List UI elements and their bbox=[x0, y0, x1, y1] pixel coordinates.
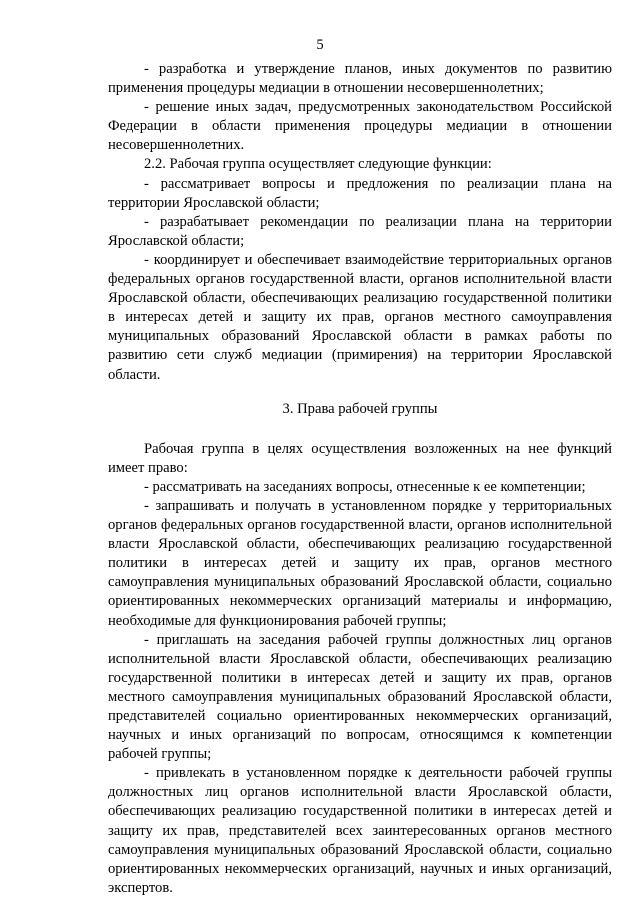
paragraph-invite-officials: - приглашать на заседания рабочей группы должностных лиц органов исполнительной власти Ярославской области, обеспечивающих реализацию государственной политики в интересах детей и защиту их прав, органов местного самоуправления муниципальных образований Ярославской области, представителей социально ориентированных некоммерческих организаций, научных и иных организаций по вопросам, относящимся к компетенции рабочей группы; bbox=[108, 631, 612, 763]
paragraph-involve-experts: - привлекать в установленном порядке к деятельности рабочей группы должностных лиц органов исполнительной власти Ярославской области, обеспечивающих реализацию государственной политики в интересах детей и защиту их прав, представителей всех заинтересованных органов местного самоуправления муниципальных образований Ярославской области, социально ориентированных некоммерческих организаций, научных и иных организаций, экспертов. bbox=[108, 765, 612, 896]
paragraph-develop-plans: - разработка и утверждение планов, иных документов по развитию применения процедуры медиации в отношении несовершеннолетних; bbox=[108, 61, 612, 97]
paragraph-consider-issues: - рассматривать на заседаниях вопросы, отнесенные к ее компетенции; bbox=[144, 478, 586, 495]
paragraph-other-tasks: - решение иных задач, предусмотренных законодательством Российской Федерации в области применения процедуры медиации в отношении несовершеннолетних. bbox=[108, 99, 612, 154]
paragraph-rights-intro: Рабочая группа в целях осуществления возложенных на нее функций имеет право: bbox=[108, 440, 612, 476]
paragraph-develops-recommendations: - разрабатывает рекомендации по реализации плана на территории Ярославской области; bbox=[108, 213, 612, 249]
paragraph-considers-proposals: - рассматривает вопросы и предложения по реализации плана на территории Ярославской области; bbox=[108, 175, 612, 211]
paragraph-coordinates-interaction: - координирует и обеспечивает взаимодействие территориальных органов федеральных органов государственной власти, органов исполнительной власти Ярославской области, обеспечивающих реализацию государственной политики в интересах детей и защиту их прав, органов местного самоуправления муниципальных образований Ярославской области в рамках работы по развитию сети служб медиации (примирения) на территории Ярославской области. bbox=[108, 251, 612, 383]
document-body bbox=[108, 60, 612, 898]
page-number: 5 bbox=[316, 37, 324, 53]
section-heading: 3. Права рабочей группы bbox=[282, 400, 438, 417]
paragraph-functions-intro: 2.2. Рабочая группа осуществляет следующие функции: bbox=[144, 156, 492, 173]
paragraph-request-materials: - запрашивать и получать в установленном порядке у территориальных органов федеральных органов государственной власти, органов исполнительной власти Ярославской области, обеспечивающих реализацию государственной политики в интересах детей и защиту их прав, органов местного самоуправления муниципальных образований Ярославской области, социально ориентированных некоммерческих организаций материалы и информацию, необходимые для функционирования рабочей группы; bbox=[108, 497, 612, 629]
